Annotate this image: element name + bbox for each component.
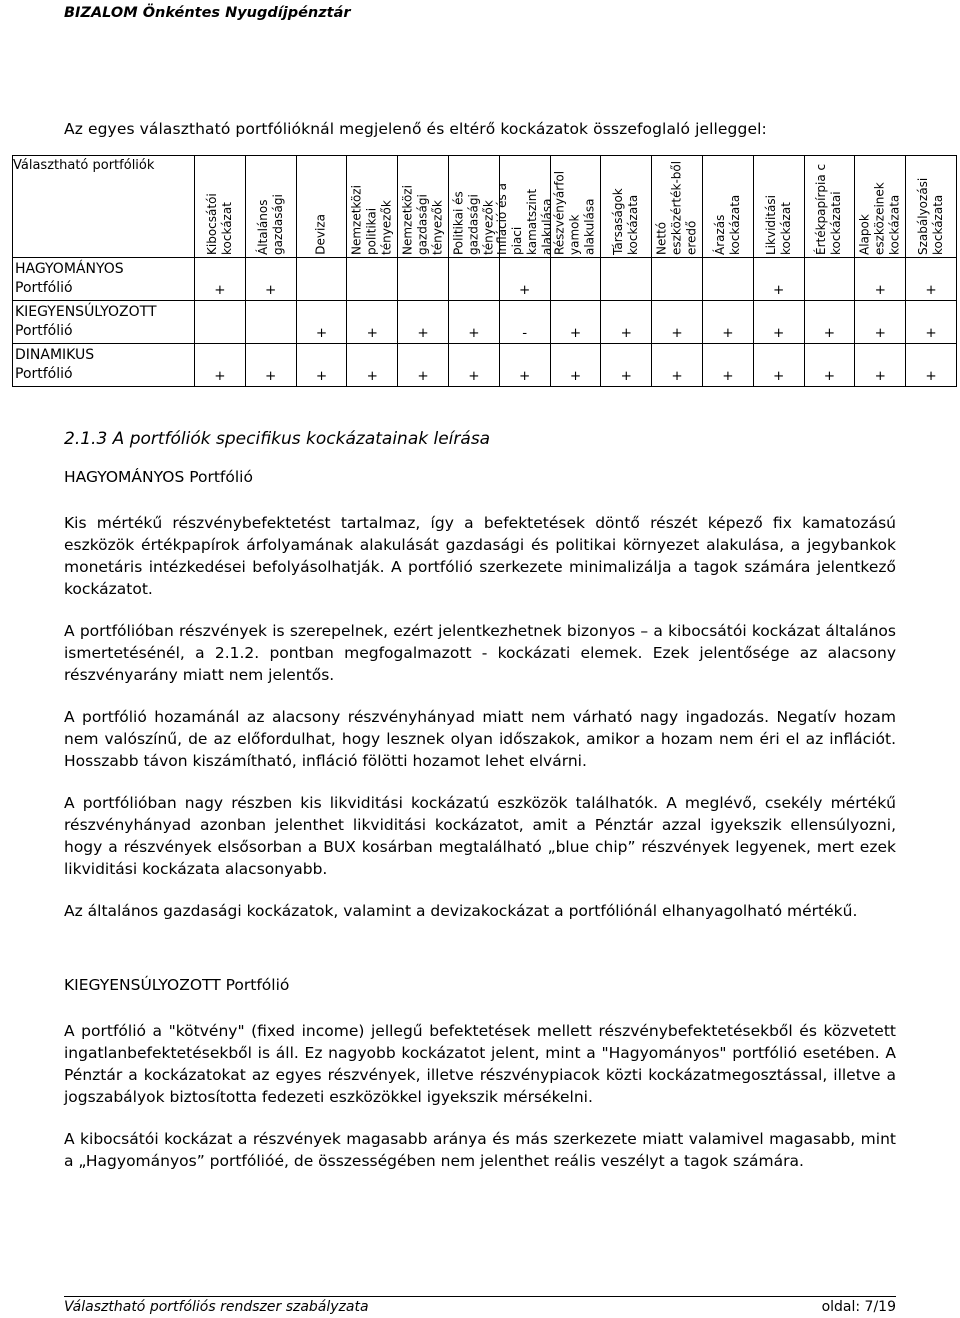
table-cell: +	[753, 344, 804, 387]
document-body	[64, 428, 896, 1192]
table-cell: +	[601, 301, 652, 344]
column-header: Árazás kockázata	[702, 156, 753, 258]
table-cell: +	[652, 301, 703, 344]
column-header: Deviza	[296, 156, 347, 258]
table-cell: +	[296, 301, 347, 344]
table-cell: -	[499, 301, 550, 344]
table-row	[13, 301, 957, 344]
table-cell: +	[448, 344, 499, 387]
row-label: DINAMIKUS Portfólió	[13, 344, 195, 387]
column-header: Társaságok kockázata	[601, 156, 652, 258]
table-cell: +	[499, 344, 550, 387]
column-header: Szabályozási kockázata	[906, 156, 957, 258]
column-header: Általános gazdasági	[245, 156, 296, 258]
paragraph: A portfólióban részvények is szerepelnek, ezért jelentkezhetnek bizonyos – a kibocsátói kockázat általános ismertetésénél, a 2.1.2. pontban megfogalmazott - kockázati elemek. Ezek jelentősége az alacsony részvényarány miatt nem jelentős.	[64, 622, 896, 684]
table-cell: +	[245, 258, 296, 301]
column-header: Nemzetközi politikai tényezők	[347, 156, 398, 258]
corner-header: Választható portfóliók	[13, 156, 195, 258]
table-cell: +	[906, 258, 957, 301]
risk-table	[12, 155, 957, 387]
page-footer	[64, 1296, 896, 1315]
column-header: Részvényárfol yamok alakulása	[550, 156, 601, 258]
table-cell	[601, 258, 652, 301]
table-cell: +	[702, 344, 753, 387]
paragraph: A portfólió a "kötvény" (fixed income) jellegű befektetések mellett részvénybefektetésekből és közvetett ingatlanbefektetésekből is áll. Ez nagyobb kockázatot jelent, mint a "Hagyományos" portfólió esetében. A Pénztár a kockázatokat az egyes részvények, illetve részvénypiacok közti kockázatmegosztással, illetve a jogszabályok biztosította fedezeti eszközökkel igyekszik mérsékelni.	[64, 1022, 896, 1106]
column-header: Kibocsátói kockázat	[195, 156, 246, 258]
table-cell	[804, 258, 855, 301]
column-header: Értékpapírpia c kockázatai	[804, 156, 855, 258]
table-cell: +	[601, 344, 652, 387]
table-cell: +	[906, 301, 957, 344]
table-cell: +	[753, 258, 804, 301]
column-header: Nemzetközi gazdasági tényezők	[398, 156, 449, 258]
table-cell	[245, 301, 296, 344]
document-header: BIZALOM Önkéntes Nyugdíjpénztár	[64, 5, 351, 21]
footer-document-title: Választható portfóliós rendszer szabályzata	[64, 1299, 369, 1315]
table-cell	[550, 258, 601, 301]
table-cell	[398, 258, 449, 301]
column-header: Politikai és gazdasági tényezők	[448, 156, 499, 258]
paragraph: A portfólió hozamánál az alacsony részvényhányad miatt nem várható nagy ingadozás. Negatív hozam nem valószínű, de az előfordulhat, hogy lesznek olyan időszakok, amikor a hozam nem éri el az inflációt. Hosszabb távon kiszámítható, infláció fölötti hozamot lehet elvárni.	[64, 708, 896, 770]
table-cell: +	[855, 301, 906, 344]
table-cell: +	[347, 301, 398, 344]
table-cell: +	[652, 344, 703, 387]
column-header: Likviditási kockázat	[753, 156, 804, 258]
subsection-title-kiegyensulyozott: KIEGYENSÚLYOZOTT Portfólió	[64, 976, 290, 994]
paragraph: A kibocsátói kockázat a részvények magasabb aránya és más szerkezete miatt valamivel magasabb, mint a „Hagyományos” portfólióé, de összességében nem jelenthet reális veszélyt a tagok számára.	[64, 1130, 896, 1170]
table-cell	[652, 258, 703, 301]
column-header: Nettó eszközérték-ből eredő	[652, 156, 703, 258]
table-cell: +	[448, 301, 499, 344]
table-cell	[296, 258, 347, 301]
table-cell: +	[499, 258, 550, 301]
column-header: Alapok eszközeinek kockázata	[855, 156, 906, 258]
table-cell: +	[398, 301, 449, 344]
table-cell: +	[855, 344, 906, 387]
table-cell: +	[906, 344, 957, 387]
table-row	[13, 258, 957, 301]
table-cell: +	[804, 344, 855, 387]
table-cell: +	[702, 301, 753, 344]
table-cell: +	[195, 258, 246, 301]
row-label: HAGYOMÁNYOS Portfólió	[13, 258, 195, 301]
table-cell	[448, 258, 499, 301]
table-cell: +	[753, 301, 804, 344]
table-cell: +	[855, 258, 906, 301]
paragraph: Kis mértékű részvénybefektetést tartalmaz, így a befektetések döntő részét képező fix kamatozású eszközök értékpapírok árfolyamának alakulását gazdasági és politikai környezet alakulása, a jegybankok monetáris intézkedései befolyásolhatják. A portfólió szerkezete minimalizálja a tagok számára jelentkező kockázatot.	[64, 514, 896, 598]
table-cell	[347, 258, 398, 301]
paragraph: Az általános gazdasági kockázatok, valamint a devizakockázat a portfóliónál elhanyagolható mértékű.	[64, 902, 858, 920]
page-number: oldal: 7/19	[821, 1299, 896, 1315]
table-cell	[195, 301, 246, 344]
table-cell: +	[195, 344, 246, 387]
table-cell: +	[347, 344, 398, 387]
table-cell: +	[550, 344, 601, 387]
table-cell: +	[550, 301, 601, 344]
table-cell: +	[296, 344, 347, 387]
table-cell: +	[245, 344, 296, 387]
row-label: KIEGYENSÚLYOZOTT Portfólió	[13, 301, 195, 344]
table-cell: +	[804, 301, 855, 344]
table-cell	[702, 258, 753, 301]
risk-table-header-row	[13, 156, 957, 258]
table-row	[13, 344, 957, 387]
subsection-title-hagyomanyos: HAGYOMÁNYOS Portfólió	[64, 468, 253, 486]
section-title: 2.1.3 A portfóliók specifikus kockázatainak leírása	[64, 429, 491, 449]
table-intro-text: Az egyes választható portfólióknál megjelenő és eltérő kockázatok összefoglaló jelleggel:	[64, 120, 767, 138]
column-header: Infláció és a piaci kamatszint alakulása	[499, 156, 550, 258]
table-cell: +	[398, 344, 449, 387]
paragraph: A portfólióban nagy részben kis likviditási kockázatú eszközök találhatók. A meglévő, csekély mértékű részvényhányad azonban jelenthet likviditási kockázatot, amit a Pénztár azzal igyekszik ellensúlyozni, hogy a részvények elsősorban a BUX kosárban megtalálható „blue chip” részvények legyenek, mert ezek likviditási kockázata alacsonyabb.	[64, 794, 896, 878]
